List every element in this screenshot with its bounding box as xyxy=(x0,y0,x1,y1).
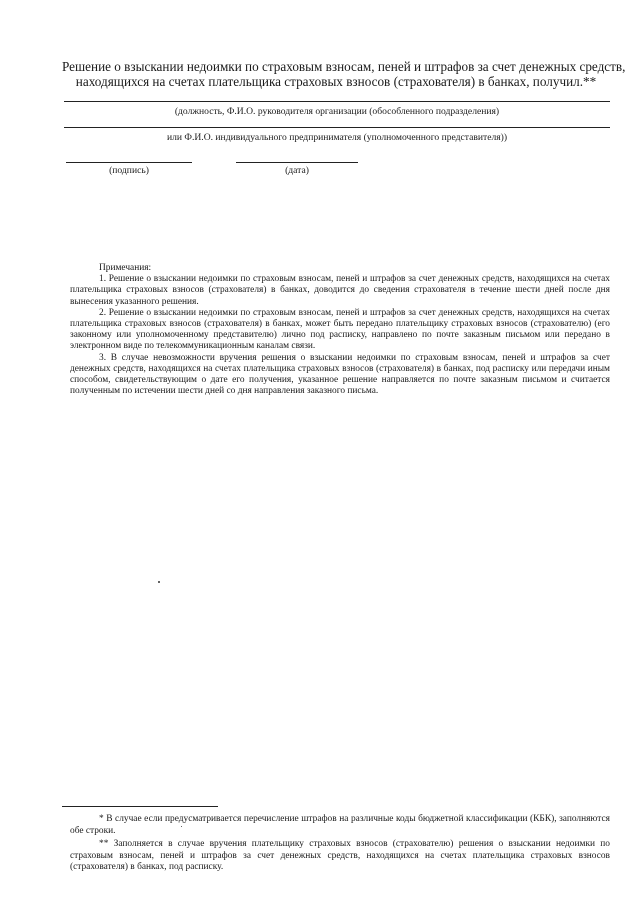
caption-position: (должность, Ф.И.О. руководителя организации (обособленного подразделения) xyxy=(174,106,500,117)
scan-speck xyxy=(158,581,160,583)
title-line-2: находящихся на счетах плательщика страховых взносов (страхователя) в банках, получил.** xyxy=(75,74,597,89)
document-title xyxy=(62,59,626,89)
caption-entrepreneur: или Ф.И.О. индивидуального предпринимателя (уполномоченного представителя)) xyxy=(166,132,508,143)
date-line xyxy=(236,162,358,163)
caption-signature: (подпись) xyxy=(109,165,149,176)
title-line-1: Решение о взыскании недоимки по страховым взносам, пеней и штрафов за счет денежных средств, xyxy=(62,59,626,74)
position-name-line xyxy=(64,101,610,102)
note-item-1: 1. Решение о взыскании недоимки по страховым взносам, пеней и штрафов за счет денежных средств, находящихся на счетах плательщика страховых взносов (страхователя) в банках, доводится до сведения страхователя в течение шести дней после дня вынесения указанного решения. xyxy=(70,274,610,307)
note-item-2: 2. Решение о взыскании недоимки по страховым взносам, пеней и штрафов за счет денежных средств, находящихся на счетах плательщика страховых взносов (страхователя) в банках, может быть передано плательщику страховых взносов (страхователю) (его законному или уполномоченному представителю) лично под расписку, направлено по почте заказным письмом или передано в электронном виде по телекоммуникационным каналам связи. xyxy=(70,307,610,352)
notes-heading: Примечания: xyxy=(99,263,152,273)
caption-date: (дата) xyxy=(285,165,309,176)
footnote-1: * В случае если предусматривается перечисление штрафов на различные коды бюджетной классификации (КБК), заполняются обе строки. xyxy=(70,814,610,836)
signature-line xyxy=(66,162,192,163)
footnotes-section xyxy=(70,814,610,876)
footnote-2: ** Заполняется в случае вручения плательщику страховых взносов (страхователю) решения о взыскании недоимки по страховым взносам, пеней и штрафов за счет денежных средств, находящихся на счетах плательщика страховых взносов (страхователя) в банках, под расписку. xyxy=(70,839,610,873)
note-item-3: 3. В случае невозможности вручения решения о взыскании недоимки по страховым взносам, пеней и штрафов за счет денежных средств, находящихся на счетах плательщика страховых взносов (страхователя) в банках, под расписку или передачи иным способом, свидетельствующим о дате его получения, указанное решение направляется по почте заказным письмом и считается полученным по истечении шести дней со дня направления заказного письма. xyxy=(70,352,610,397)
notes-section xyxy=(70,263,610,397)
footnote-separator xyxy=(62,806,218,807)
entrepreneur-name-line xyxy=(64,127,610,128)
